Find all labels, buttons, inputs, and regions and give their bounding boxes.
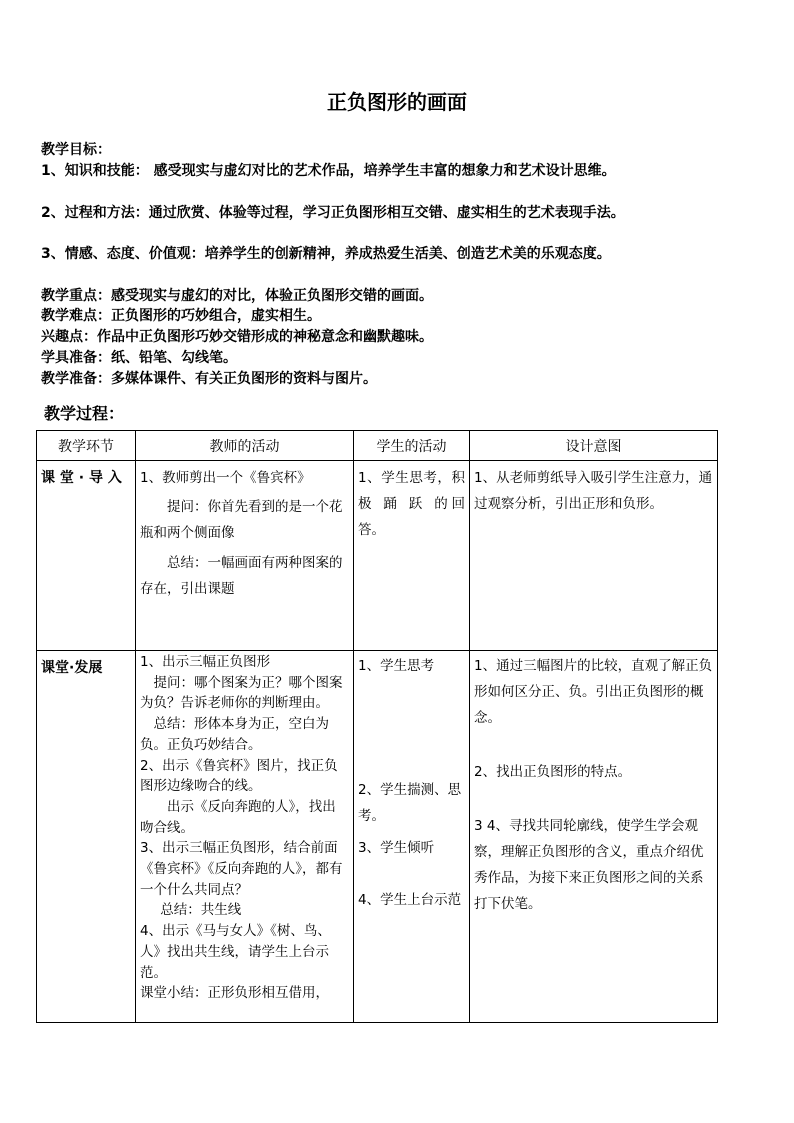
teacher-line: 4、出示《马与女人》《树、鸟、人》找出共生线，请学生上台示范。 — [140, 923, 331, 981]
objectives-heading: 教学目标： — [41, 142, 111, 158]
table-header-row — [37, 431, 718, 461]
teaching-focus: 教学重点：感受现实与虚幻的对比，体验正负图形交错的画面。 — [41, 288, 433, 304]
design-intent-intro — [470, 461, 718, 651]
teacher-line: 1、出示三幅正负图形 — [140, 654, 271, 670]
header-student-activity: 学生的活动 — [354, 431, 470, 461]
intent-line: 2、找出正负图形的特点。 — [474, 764, 632, 780]
lesson-plan-table — [36, 430, 718, 1023]
objective-emotion: 3、情感、态度、价值观：培养学生的创新精神，养成热爱生活美、创造艺术美的乐观态度。 — [41, 246, 611, 262]
student-line: 2、学生揣测、思考。 — [358, 782, 462, 824]
student-line: 4、学生上台示范 — [358, 892, 462, 908]
objective-knowledge: 1、知识和技能： 感受现实与虚幻对比的艺术作品，培养学生丰富的想象力和艺术设计思维。 — [41, 163, 616, 179]
teacher-activity-intro — [136, 461, 354, 651]
student-activity-development — [354, 651, 470, 1023]
intent-line: 1、从老师剪纸导入吸引学生注意力，通过观察分析，引出正形和负形。 — [474, 470, 713, 512]
student-line: 1、学生思考 — [358, 658, 435, 674]
teacher-line: 提问：哪个图案为正？哪个图案为负？告诉老师你的判断理由。 — [140, 674, 343, 712]
teacher-line: 课堂小结：正形负形相互借用， — [140, 985, 329, 1002]
header-stage: 教学环节 — [37, 431, 136, 461]
stage-intro: 课 堂 · 导 入 — [37, 461, 136, 651]
process-heading: 教学过程： — [44, 404, 125, 423]
teaching-difficulty: 教学难点：正负图形的巧妙组合，虚实相生。 — [41, 308, 321, 324]
teacher-line: 3、出示三幅正负图形，结合前面《鲁宾杯》《反向奔跑的人》，都有一个什么共同点？ — [140, 840, 343, 898]
teacher-line: 出示《反向奔跑的人》，找出吻合线。 — [140, 798, 336, 836]
stage-development: 课堂·发展 — [37, 651, 136, 1023]
interest-point: 兴趣点：作品中正负图形巧妙交错形成的神秘意念和幽默趣味。 — [41, 329, 433, 345]
table-row — [37, 461, 718, 651]
student-line: 3、学生倾听 — [358, 840, 435, 856]
teacher-line: 总结：共生线 — [160, 902, 242, 919]
teacher-line: 提问：你首先看到的是一个花瓶和两个侧面像 — [140, 499, 343, 541]
teacher-preparation: 教学准备：多媒体课件、有关正负图形的资料与图片。 — [41, 371, 377, 387]
intent-line: 3 4、寻找共同轮廓线，使学生学会观察，理解正负图形的含义，重点介绍优秀作品，为接下来正负图形之间的关系打下伏笔。 — [474, 818, 704, 912]
teacher-line: 总结：一幅画面有两种图案的存在，引出课题 — [140, 555, 343, 597]
teacher-line: 总结：形体本身为正，空白为负。正负巧妙结合。 — [140, 716, 329, 753]
teacher-line: 1、教师剪出一个《鲁宾杯》 — [140, 470, 311, 486]
teacher-line: 2、出示《鲁宾杯》图片，找正负图形边缘吻合的线。 — [140, 757, 338, 795]
intent-line: 1、通过三幅图片的比较，直观了解正负形如何区分正、负。引出正负图形的概念。 — [474, 658, 713, 726]
student-tools: 学具准备：纸、铅笔、勾线笔。 — [41, 350, 237, 366]
design-intent-development — [470, 651, 718, 1023]
document-title: 正负图形的画面 — [327, 90, 467, 114]
table-row — [37, 651, 718, 1023]
teacher-activity-development — [136, 651, 354, 1023]
header-teacher-activity: 教师的活动 — [136, 431, 354, 461]
student-activity-intro — [354, 461, 470, 651]
student-line: 1、学生思考，积 极 踊 跃 的回答。 — [358, 470, 465, 538]
header-design-intent: 设计意图 — [470, 431, 718, 461]
objective-process: 2、过程和方法：通过欣赏、体验等过程，学习正负图形相互交错、虚实相生的艺术表现手法。 — [41, 205, 625, 221]
